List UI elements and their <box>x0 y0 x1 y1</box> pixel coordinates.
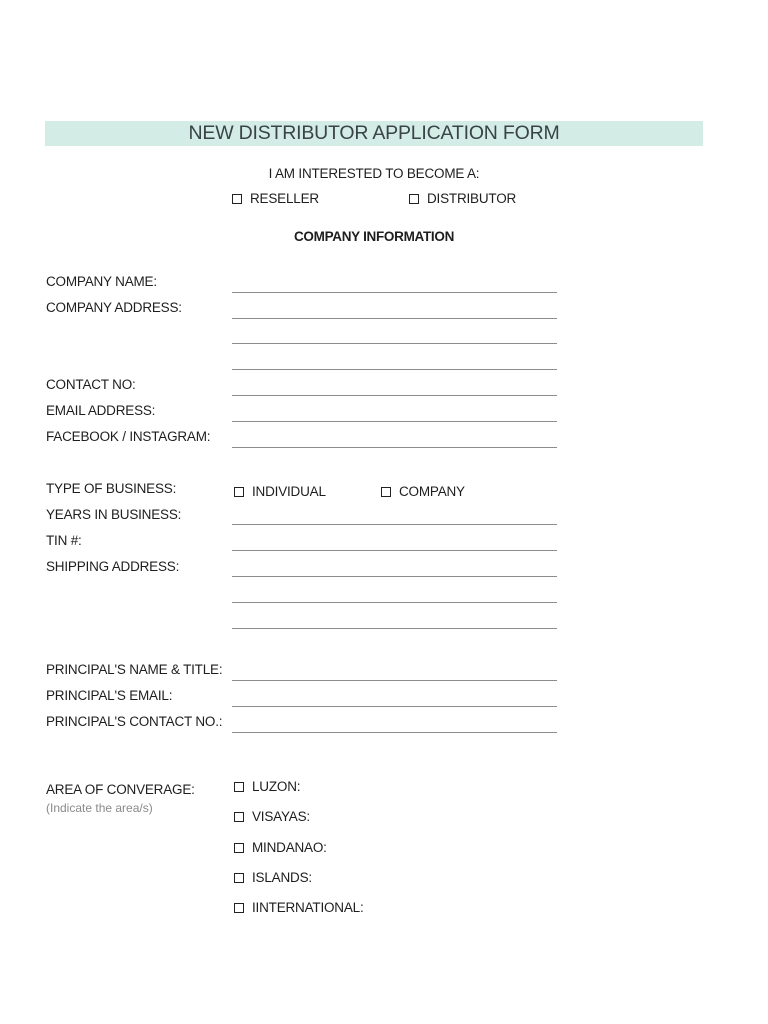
mindanao-checkbox[interactable] <box>234 843 244 853</box>
principal-email-field[interactable] <box>232 706 557 707</box>
distributor-checkbox[interactable] <box>409 194 419 204</box>
page-title: NEW DISTRIBUTOR APPLICATION FORM <box>188 122 560 144</box>
section-heading: COMPANY INFORMATION <box>293 229 455 244</box>
coverage-option-mindanao[interactable] <box>234 840 327 855</box>
international-checkbox[interactable] <box>234 903 244 913</box>
email-address-label: EMAIL ADDRESS: <box>46 403 156 418</box>
social-label: FACEBOOK / INSTAGRAM: <box>46 429 211 444</box>
tin-label: TIN #: <box>46 533 82 548</box>
principal-name-field[interactable] <box>232 680 557 681</box>
luzon-label: LUZON: <box>252 779 301 794</box>
visayas-label: VISAYAS: <box>252 809 310 824</box>
shipping-address-field-3[interactable] <box>232 628 557 629</box>
international-label: IINTERNATIONAL: <box>252 900 364 915</box>
reseller-label: RESELLER <box>250 191 319 206</box>
intro-text: I AM INTERESTED TO BECOME A: <box>268 166 480 181</box>
coverage-option-international[interactable] <box>234 900 364 915</box>
company-address-field-1[interactable] <box>232 318 557 319</box>
principal-email-label: PRINCIPAL'S EMAIL: <box>46 688 173 703</box>
coverage-label: AREA OF CONVERAGE: <box>46 782 195 797</box>
years-in-business-label: YEARS IN BUSINESS: <box>46 507 182 522</box>
principal-contact-field[interactable] <box>232 732 557 733</box>
company-name-label: COMPANY NAME: <box>46 274 157 289</box>
coverage-option-islands[interactable] <box>234 870 312 885</box>
years-in-business-field[interactable] <box>232 524 557 525</box>
reseller-checkbox[interactable] <box>232 194 242 204</box>
shipping-address-field-2[interactable] <box>232 602 557 603</box>
shipping-address-field-1[interactable] <box>232 576 557 577</box>
principal-contact-label: PRINCIPAL'S CONTACT NO.: <box>46 714 223 729</box>
contact-no-field[interactable] <box>232 395 557 396</box>
visayas-checkbox[interactable] <box>234 812 244 822</box>
social-field[interactable] <box>232 447 557 448</box>
company-checkbox[interactable] <box>381 487 391 497</box>
reseller-option[interactable] <box>232 191 319 206</box>
mindanao-label: MINDANAO: <box>252 840 327 855</box>
coverage-option-luzon[interactable] <box>234 779 300 794</box>
coverage-option-visayas[interactable] <box>234 809 310 824</box>
distributor-label: DISTRIBUTOR <box>427 191 517 206</box>
islands-checkbox[interactable] <box>234 873 244 883</box>
individual-option[interactable] <box>234 484 326 499</box>
company-address-label: COMPANY ADDRESS: <box>46 300 182 315</box>
principal-name-label: PRINCIPAL'S NAME & TITLE: <box>46 662 223 677</box>
tin-field[interactable] <box>232 550 557 551</box>
islands-label: ISLANDS: <box>252 870 312 885</box>
individual-label: INDIVIDUAL <box>252 484 326 499</box>
email-address-field[interactable] <box>232 421 557 422</box>
distributor-option[interactable] <box>409 191 516 206</box>
company-address-field-2[interactable] <box>232 343 557 344</box>
company-label: COMPANY <box>399 484 465 499</box>
luzon-checkbox[interactable] <box>234 782 244 792</box>
coverage-hint: (Indicate the area/s) <box>46 801 153 815</box>
shipping-address-label: SHIPPING ADDRESS: <box>46 559 180 574</box>
company-name-field[interactable] <box>232 292 557 293</box>
individual-checkbox[interactable] <box>234 487 244 497</box>
company-address-field-3[interactable] <box>232 369 557 370</box>
contact-no-label: CONTACT NO: <box>46 377 136 392</box>
type-of-business-label: TYPE OF BUSINESS: <box>46 481 177 496</box>
company-option[interactable] <box>381 484 465 499</box>
